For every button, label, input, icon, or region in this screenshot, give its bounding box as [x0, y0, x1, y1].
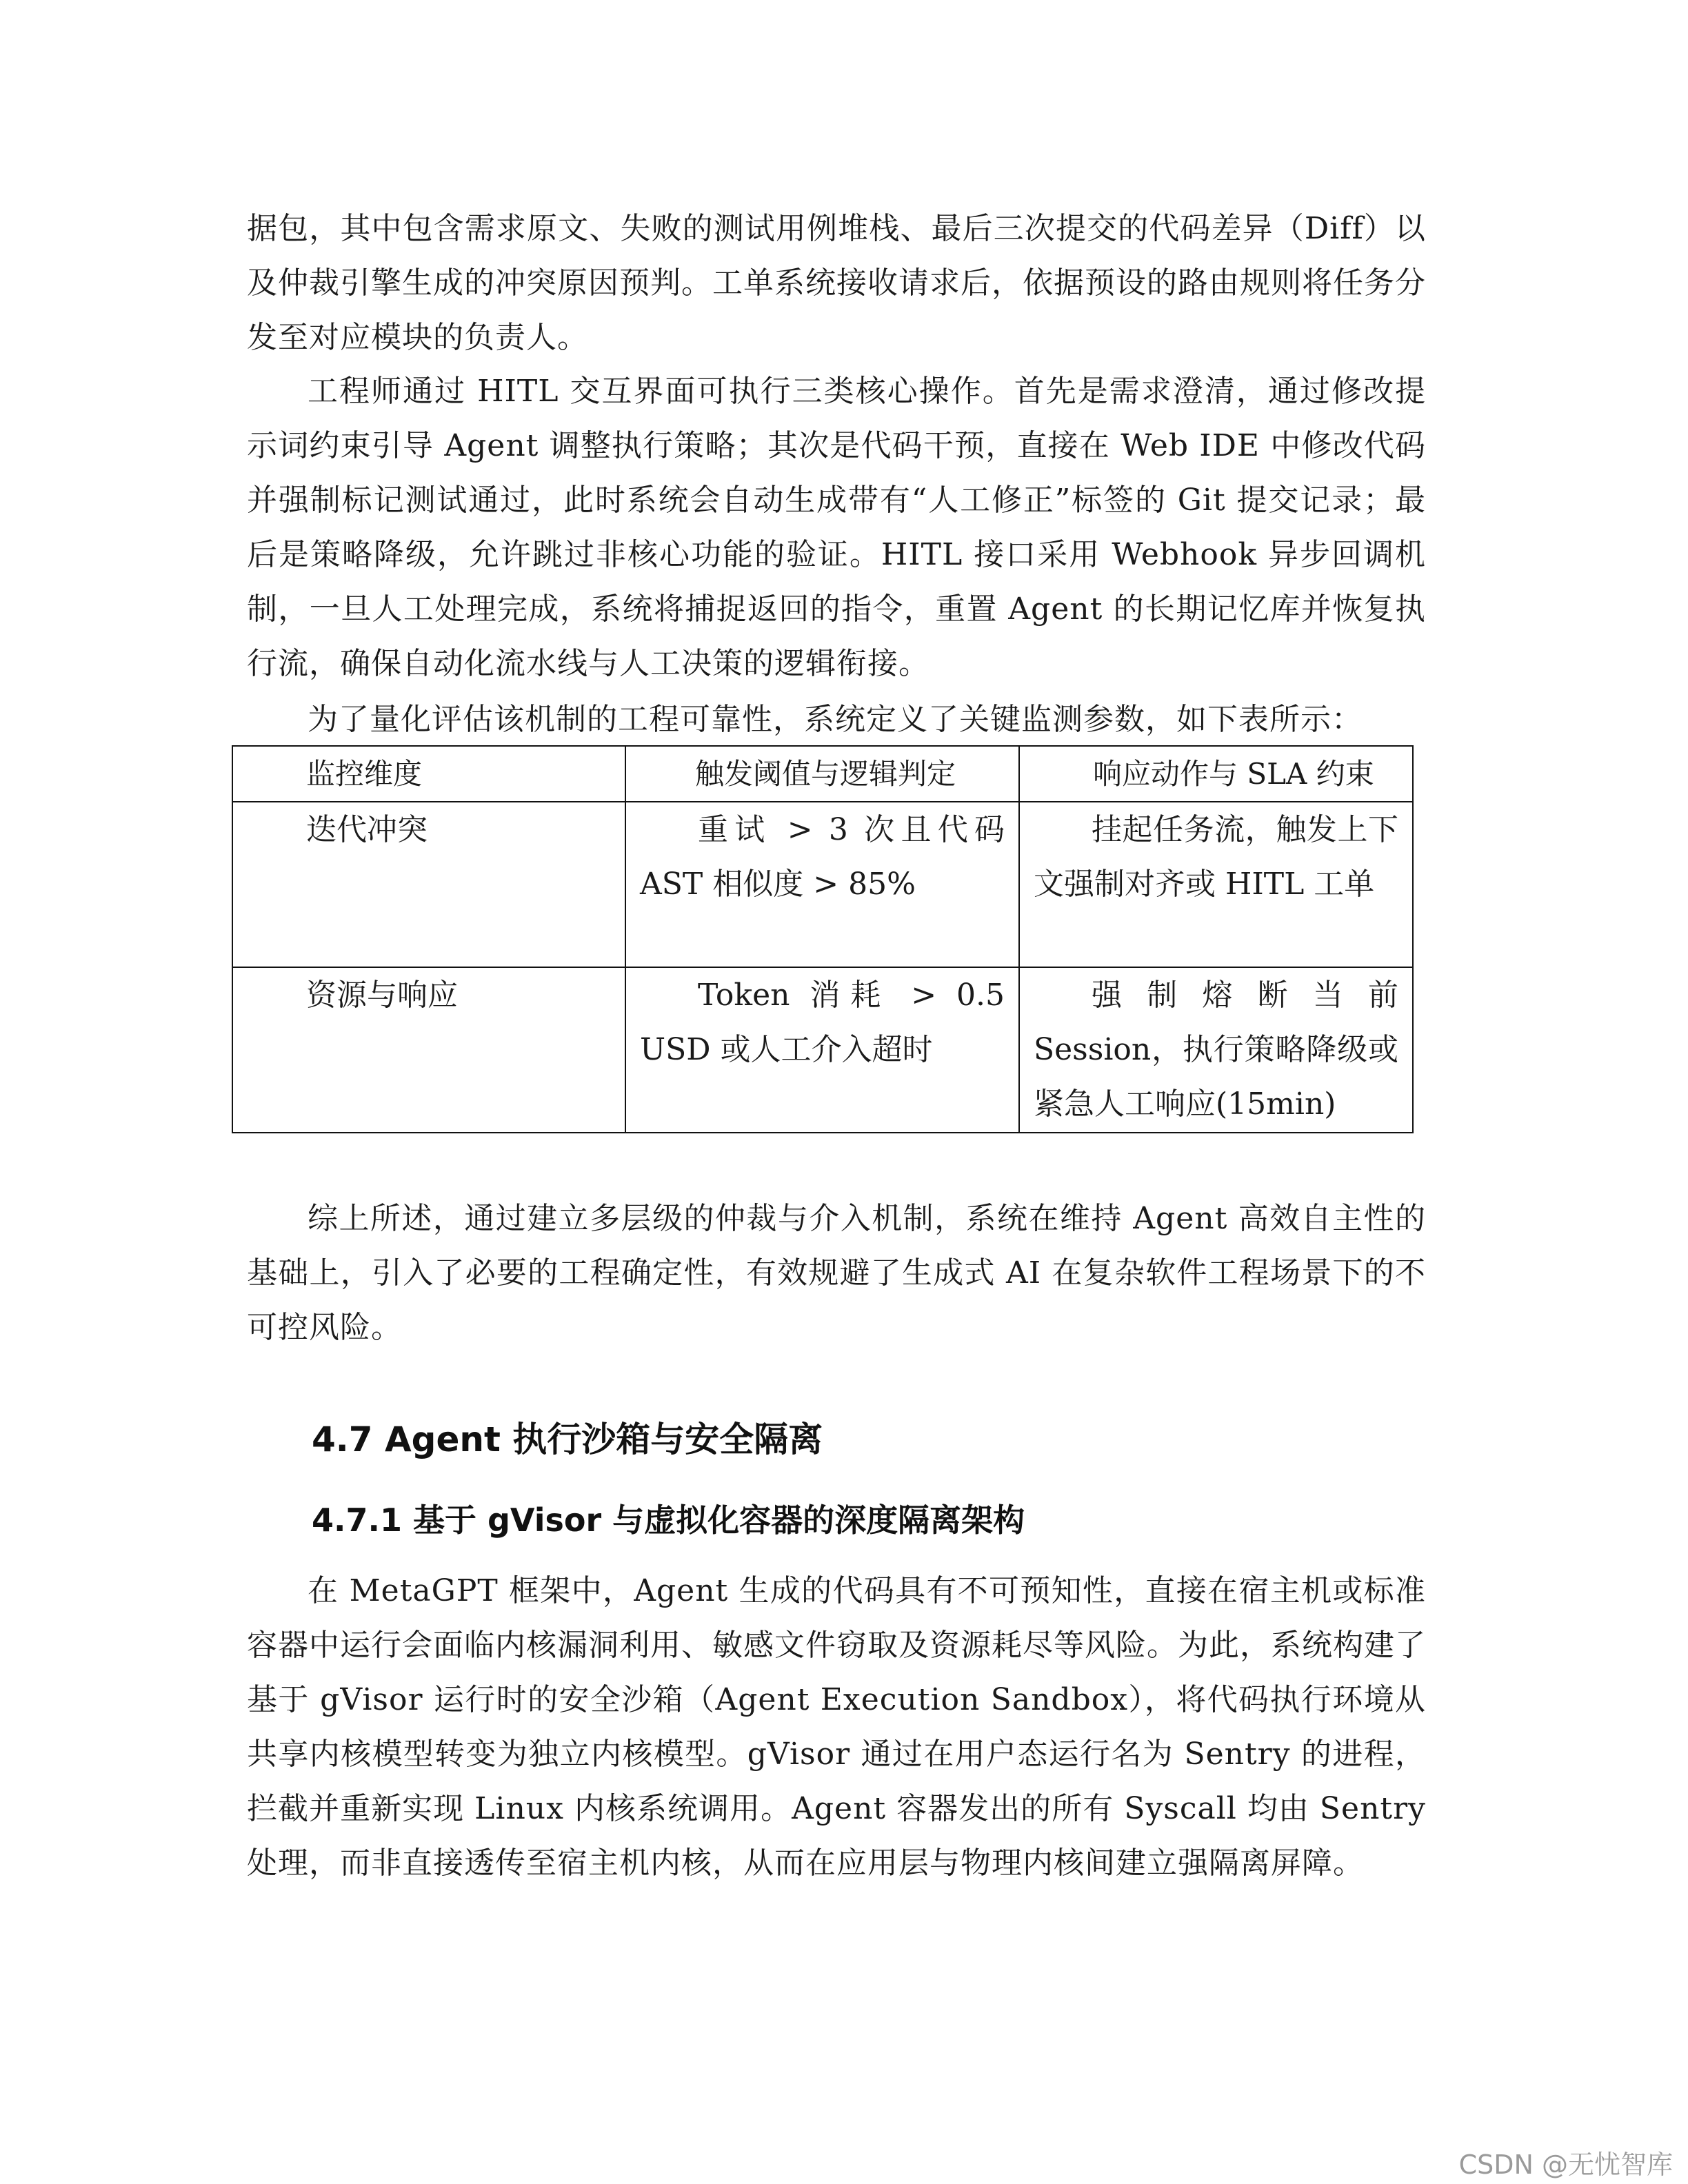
paragraph-continued: 据包，其中包含需求原文、失败的测试用例堆栈、最后三次提交的代码差异（Diff）以及仲裁引擎生成的冲突原因预判。工单系统接收请求后，依据预设的路由规则将任务分发至对应模块的负责人。	[247, 211, 1426, 355]
table-cell: Token 消耗 > 0.5 USD 或人工介入超时	[625, 967, 1019, 1133]
table-cell: 迭代冲突	[232, 802, 625, 967]
table-header-cell: 触发阈值与逻辑判定	[625, 746, 1019, 802]
paragraph-hitl-operations: 工程师通过 HITL 交互界面可执行三类核心操作。首先是需求澄清，通过修改提示词约束引导 Agent 调整执行策略；其次是代码干预，直接在 Web IDE 中修改代码并强制标记测试通过，此时系统会自动生成带有“人工修正”标签的 Git 提交记录；最后是策略降级，允许跳过非核心功能的验证。HITL 接口采用 Webhook 异步回调机制，一旦人工处理完成，系统将捕捉返回的指令，重置 Agent 的长期记忆库并恢复执行流，确保自动化流水线与人工决策的逻辑衔接。	[247, 374, 1426, 681]
paragraph-summary: 综上所述，通过建立多层级的仲裁与介入机制，系统在维持 Agent 高效自主性的基础上，引入了必要的工程确定性，有效规避了生成式 AI 在复杂软件工程场景下的不可控风险。	[247, 1201, 1426, 1345]
monitoring-parameters-table	[232, 745, 1414, 1133]
table-row	[232, 802, 1413, 967]
table-header-row	[232, 746, 1413, 802]
paragraph-gvisor: 在 MetaGPT 框架中，Agent 生成的代码具有不可预知性，直接在宿主机或标准容器中运行会面临内核漏洞利用、敏感文件窃取及资源耗尽等风险。为此，系统构建了基于 gVisor 运行时的安全沙箱（Agent Execution Sandbox），将代码执行环境从共享内核模型转变为独立内核模型。gVisor 通过在用户态运行名为 Sentry 的进程，拦截并重新实现 Linux 内核系统调用。Agent 容器发出的所有 Syscall 均由 Sentry 处理，而非直接透传至宿主机内核，从而在应用层与物理内核间建立强隔离屏障。	[247, 1573, 1427, 1881]
table-header-cell: 响应动作与 SLA 约束	[1019, 746, 1413, 802]
table-cell: 强制熔断当前 Session，执行策略降级或紧急人工响应(15min)	[1019, 967, 1413, 1133]
table-cell: 挂起任务流，触发上下文强制对齐或 HITL 工单	[1019, 802, 1413, 967]
table-row	[232, 967, 1413, 1133]
csdn-watermark: CSDN @无忧智库	[1458, 2150, 1673, 2180]
section-heading: 4.7 Agent 执行沙箱与安全隔离	[312, 1419, 823, 1459]
paragraph-table-intro: 为了量化评估该机制的工程可靠性，系统定义了关键监测参数，如下表所示：	[308, 702, 1363, 737]
table-header-cell: 监控维度	[232, 746, 625, 802]
table-cell: 重试 > 3 次且代码 AST 相似度 > 85%	[625, 802, 1019, 967]
subsection-heading: 4.7.1 基于 gVisor 与虚拟化容器的深度隔离架构	[312, 1502, 1025, 1539]
table-cell: 资源与响应	[232, 967, 625, 1133]
